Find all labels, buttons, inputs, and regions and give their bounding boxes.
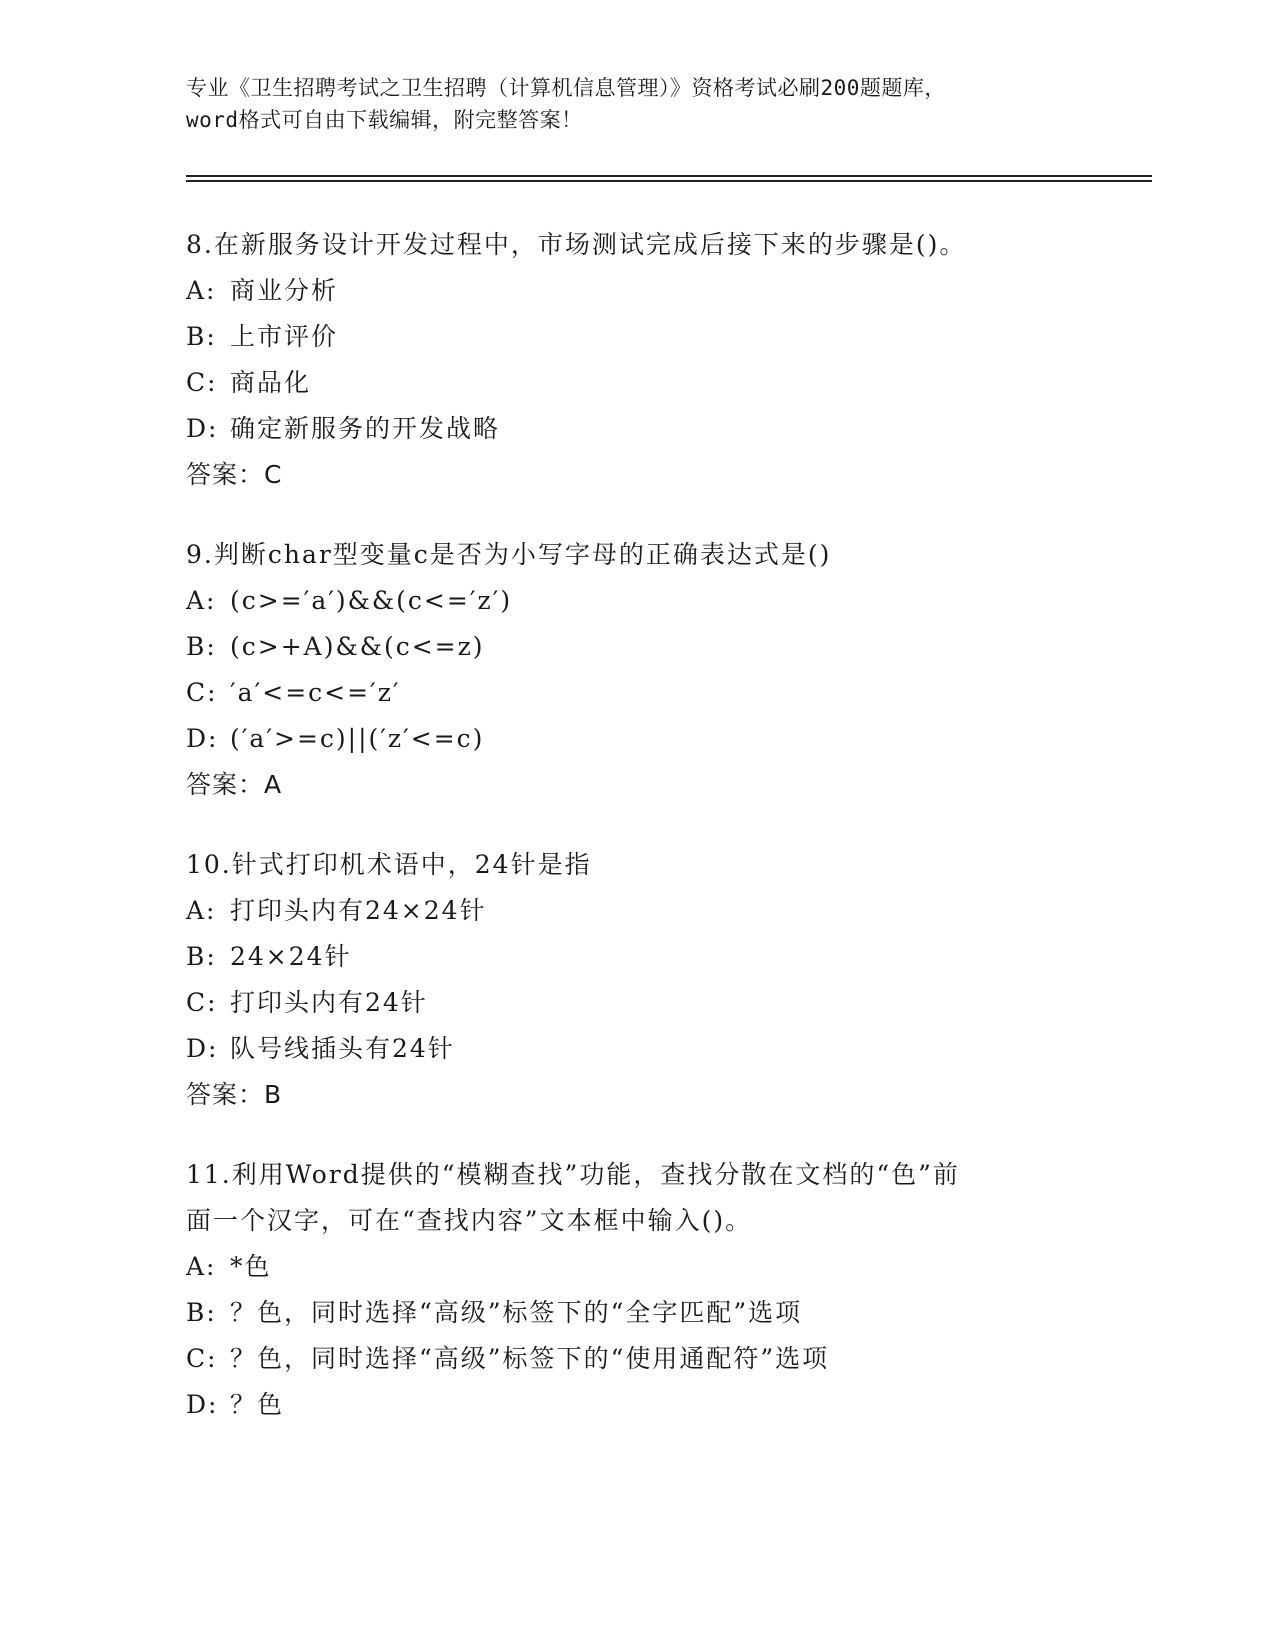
option-text: (c>+A)&&(c<=z): [230, 632, 485, 661]
option-key: A:: [186, 276, 217, 305]
header-line-1: 专业《卫生招聘考试之卫生招聘（计算机信息管理）》资格考试必刷200题题库，: [186, 76, 946, 100]
option-b: [186, 1290, 1106, 1336]
question-9: [186, 532, 1106, 808]
question-stem: 8.在新服务设计开发过程中，市场测试完成后接下来的步骤是()。: [186, 230, 967, 259]
header-divider-top: [186, 175, 1152, 177]
option-key: A:: [186, 586, 217, 615]
answer-line: 答案：C: [186, 460, 283, 489]
option-key: C:: [186, 368, 218, 397]
option-text: ′a′<=c<=′z′: [230, 678, 401, 707]
option-text: ？色，同时选择“高级”标签下的“使用通配符”选项: [230, 1344, 830, 1373]
header-line-2: word格式可自由下载编辑，附完整答案！: [186, 108, 583, 132]
option-text: 上市评价: [230, 322, 339, 351]
question-stem: 9.判断char型变量c是否为小写字母的正确表达式是(): [186, 540, 832, 569]
option-key: D:: [186, 1390, 219, 1419]
question-8: [186, 222, 1106, 498]
question-10: [186, 842, 1106, 1118]
option-a: [186, 578, 1106, 624]
option-key: D:: [186, 414, 219, 443]
option-text: 打印头内有24针: [230, 988, 428, 1017]
option-c: [186, 980, 1106, 1026]
option-key: B:: [186, 1298, 217, 1327]
option-a: [186, 1244, 1106, 1290]
option-d: [186, 716, 1106, 762]
option-key: A:: [186, 896, 217, 925]
option-text: 确定新服务的开发战略: [230, 414, 501, 443]
option-d: [186, 406, 1106, 452]
option-text: 队号线插头有24针: [230, 1034, 455, 1063]
option-b: [186, 934, 1106, 980]
option-text: ？色: [230, 1390, 285, 1419]
question-11: [186, 1152, 1106, 1428]
question-stem-continued: 面一个汉字，可在“查找内容”文本框中输入()。: [186, 1206, 753, 1235]
option-key: B:: [186, 632, 217, 661]
option-a: [186, 888, 1106, 934]
option-key: C:: [186, 988, 218, 1017]
option-text: 打印头内有24×24针: [230, 896, 487, 925]
question-stem: 10.针式打印机术语中，24针是指: [186, 850, 592, 879]
option-d: [186, 1382, 1106, 1428]
option-key: C:: [186, 678, 218, 707]
option-key: B:: [186, 322, 217, 351]
option-key: D:: [186, 724, 219, 753]
option-b: [186, 314, 1106, 360]
answer-line: 答案：B: [186, 1080, 283, 1109]
option-a: [186, 268, 1106, 314]
option-text: 商业分析: [230, 276, 339, 305]
option-text: (c>=′a′)&&(c<=′z′): [230, 586, 513, 615]
header-divider-bottom: [186, 180, 1152, 182]
option-key: C:: [186, 1344, 218, 1373]
option-c: [186, 360, 1106, 406]
option-text: 商品化: [230, 368, 312, 397]
option-key: A:: [186, 1252, 217, 1281]
option-c: [186, 1336, 1106, 1382]
question-stem: 11.利用Word提供的“模糊查找”功能，查找分散在文档的“色”前: [186, 1160, 960, 1189]
option-text: (′a′>=c)||(′z′<=c): [230, 724, 485, 753]
option-key: D:: [186, 1034, 219, 1063]
option-text: *色: [230, 1252, 272, 1281]
option-text: ？色，同时选择“高级”标签下的“全字匹配”选项: [230, 1298, 803, 1327]
answer-line: 答案：A: [186, 770, 283, 799]
option-c: [186, 670, 1106, 716]
option-text: 24×24针: [230, 942, 352, 971]
document-header: [186, 72, 1086, 136]
option-key: B:: [186, 942, 217, 971]
option-b: [186, 624, 1106, 670]
option-d: [186, 1026, 1106, 1072]
